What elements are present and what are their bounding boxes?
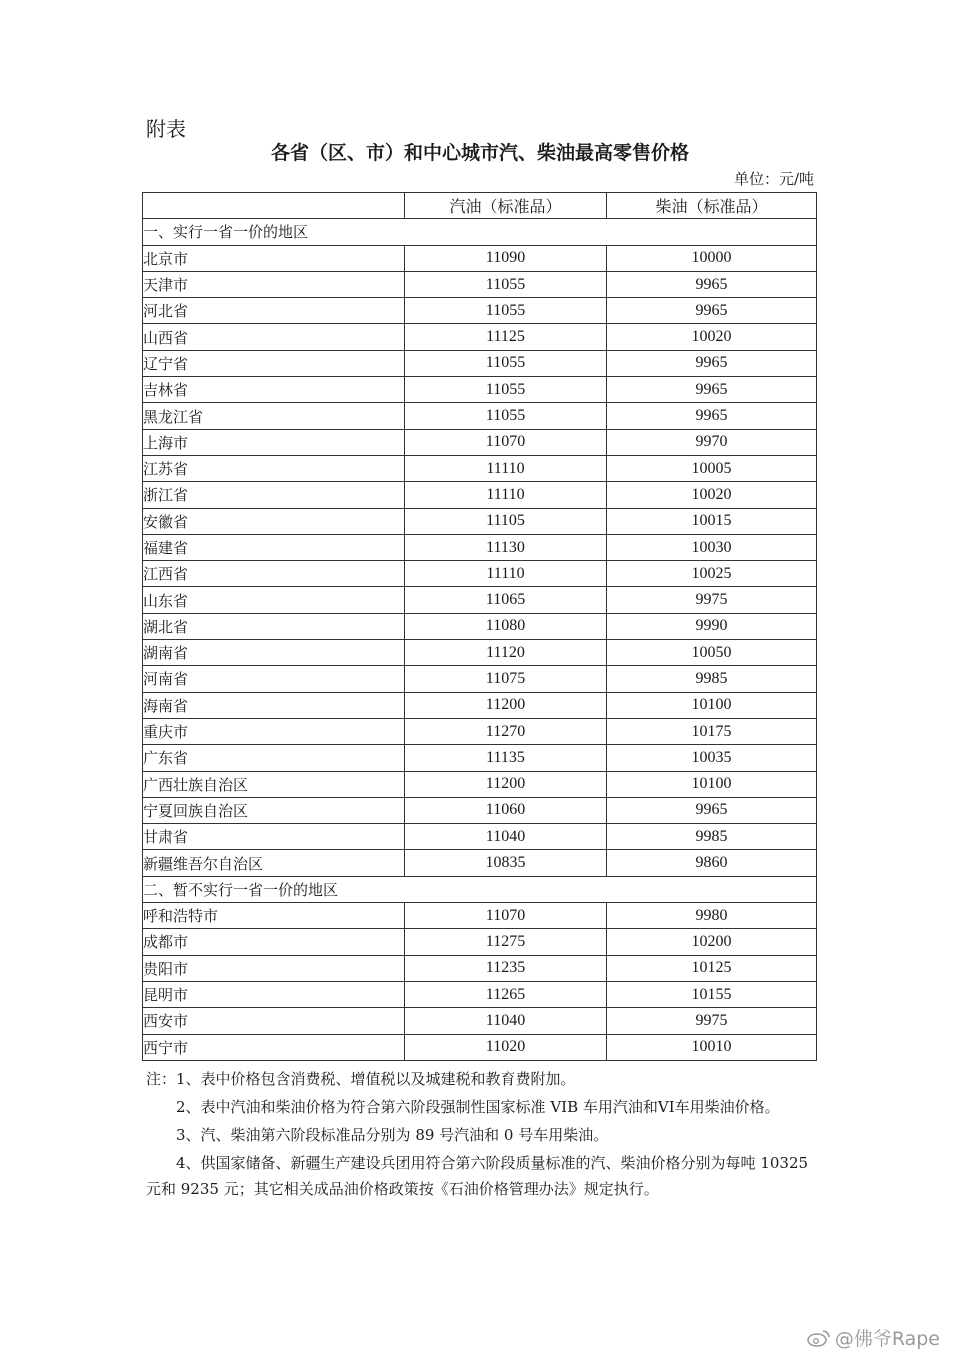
gasoline-price: 11055 <box>405 377 607 403</box>
diesel-price: 10005 <box>607 455 817 481</box>
diesel-price: 10175 <box>607 718 817 744</box>
table-row <box>143 429 817 455</box>
diesel-price: 9975 <box>607 1008 817 1034</box>
table-row <box>143 955 817 981</box>
section-label: 一、实行一省一价的地区 <box>143 219 817 245</box>
diesel-price: 9965 <box>607 271 817 297</box>
region-name: 重庆市 <box>143 718 405 744</box>
note-3: 3、汽、柴油第六阶段标准品分别为 89 号汽油和 0 号车用柴油。 <box>176 1126 609 1144</box>
region-name: 西安市 <box>143 1008 405 1034</box>
table-row <box>143 903 817 929</box>
table-row <box>143 666 817 692</box>
note-2: 2、表中汽油和柴油价格为符合第六阶段强制性国家标准 VIB 车用汽油和VI车用柴油价格。 <box>176 1098 780 1116</box>
table-row <box>143 1034 817 1060</box>
gasoline-price: 11070 <box>405 429 607 455</box>
notes <box>146 1066 818 1204</box>
diesel-price: 10020 <box>607 482 817 508</box>
region-name: 浙江省 <box>143 482 405 508</box>
gasoline-price: 11110 <box>405 455 607 481</box>
section-row <box>143 876 817 902</box>
table-row <box>143 692 817 718</box>
watermark <box>807 1324 940 1351</box>
gasoline-price: 11130 <box>405 534 607 560</box>
gasoline-price: 11110 <box>405 482 607 508</box>
region-name: 河南省 <box>143 666 405 692</box>
diesel-price: 9965 <box>607 403 817 429</box>
note-1: 注：1、表中价格包含消费税、增值税以及城建税和教育费附加。 <box>146 1070 576 1088</box>
gasoline-price: 11200 <box>405 692 607 718</box>
region-name: 宁夏回族自治区 <box>143 797 405 823</box>
watermark-text: @佛爷Rape <box>834 1328 940 1350</box>
gasoline-price: 11090 <box>405 245 607 271</box>
attachment-label: 附表 <box>146 117 186 141</box>
region-name: 湖北省 <box>143 613 405 639</box>
diesel-price: 9985 <box>607 824 817 850</box>
table-row <box>143 850 817 876</box>
region-name: 广东省 <box>143 745 405 771</box>
region-name: 山东省 <box>143 587 405 613</box>
region-name: 江苏省 <box>143 455 405 481</box>
gasoline-price: 11055 <box>405 298 607 324</box>
gasoline-price: 11040 <box>405 1008 607 1034</box>
table-row <box>143 561 817 587</box>
region-name: 北京市 <box>143 245 405 271</box>
table-row <box>143 298 817 324</box>
gasoline-price: 11270 <box>405 718 607 744</box>
region-name: 上海市 <box>143 429 405 455</box>
gasoline-price: 11055 <box>405 403 607 429</box>
region-name: 山西省 <box>143 324 405 350</box>
region-name: 湖南省 <box>143 640 405 666</box>
header-diesel: 柴油（标准品） <box>607 193 817 219</box>
diesel-price: 9975 <box>607 587 817 613</box>
region-name: 辽宁省 <box>143 350 405 376</box>
gasoline-price: 11040 <box>405 824 607 850</box>
region-name: 天津市 <box>143 271 405 297</box>
gasoline-price: 11265 <box>405 981 607 1007</box>
diesel-price: 10100 <box>607 692 817 718</box>
diesel-price: 10025 <box>607 561 817 587</box>
region-name: 广西壮族自治区 <box>143 771 405 797</box>
gasoline-price: 11055 <box>405 350 607 376</box>
table-row <box>143 534 817 560</box>
diesel-price: 10000 <box>607 245 817 271</box>
diesel-price: 10030 <box>607 534 817 560</box>
gasoline-price: 10835 <box>405 850 607 876</box>
diesel-price: 9965 <box>607 298 817 324</box>
gasoline-price: 11125 <box>405 324 607 350</box>
gasoline-price: 11055 <box>405 271 607 297</box>
region-name: 吉林省 <box>143 377 405 403</box>
table-row <box>143 508 817 534</box>
region-name: 昆明市 <box>143 981 405 1007</box>
diesel-price: 9970 <box>607 429 817 455</box>
gasoline-price: 11080 <box>405 613 607 639</box>
table-row <box>143 929 817 955</box>
table-row <box>143 1008 817 1034</box>
diesel-price: 9965 <box>607 797 817 823</box>
table-row <box>143 482 817 508</box>
region-name: 呼和浩特市 <box>143 903 405 929</box>
table-row <box>143 613 817 639</box>
gasoline-price: 11235 <box>405 955 607 981</box>
section-row <box>143 219 817 245</box>
gasoline-price: 11200 <box>405 771 607 797</box>
diesel-price: 10100 <box>607 771 817 797</box>
table-row <box>143 350 817 376</box>
region-name: 河北省 <box>143 298 405 324</box>
table-row <box>143 403 817 429</box>
table-row <box>143 640 817 666</box>
weibo-icon <box>807 1329 831 1347</box>
diesel-price: 10125 <box>607 955 817 981</box>
diesel-price: 10200 <box>607 929 817 955</box>
header-gasoline: 汽油（标准品） <box>405 193 607 219</box>
diesel-price: 10010 <box>607 1034 817 1060</box>
region-name: 西宁市 <box>143 1034 405 1060</box>
gasoline-price: 11135 <box>405 745 607 771</box>
table-row <box>143 455 817 481</box>
table-header-row <box>143 193 817 219</box>
note-4: 4、供国家储备、新疆生产建设兵团用符合第六阶段质量标准的汽、柴油价格分别为每吨 10325 元和 9235 元；其它相关成品油价格政策按《石油价格管理办法》规定执行。 <box>146 1154 809 1198</box>
region-name: 黑龙江省 <box>143 403 405 429</box>
diesel-price: 9965 <box>607 377 817 403</box>
region-name: 海南省 <box>143 692 405 718</box>
diesel-price: 9980 <box>607 903 817 929</box>
gasoline-price: 11120 <box>405 640 607 666</box>
table-row <box>143 981 817 1007</box>
table-row <box>143 718 817 744</box>
table-body <box>143 219 817 1061</box>
diesel-price: 10155 <box>607 981 817 1007</box>
region-name: 贵阳市 <box>143 955 405 981</box>
table-row <box>143 797 817 823</box>
gasoline-price: 11075 <box>405 666 607 692</box>
diesel-price: 10015 <box>607 508 817 534</box>
header-region <box>143 193 405 219</box>
price-table <box>142 192 817 1061</box>
diesel-price: 9965 <box>607 350 817 376</box>
diesel-price: 10020 <box>607 324 817 350</box>
gasoline-price: 11105 <box>405 508 607 534</box>
table-row <box>143 771 817 797</box>
region-name: 安徽省 <box>143 508 405 534</box>
table-row <box>143 324 817 350</box>
gasoline-price: 11060 <box>405 797 607 823</box>
section-label: 二、暂不实行一省一价的地区 <box>143 876 817 902</box>
table-row <box>143 245 817 271</box>
table-row <box>143 271 817 297</box>
table-row <box>143 824 817 850</box>
diesel-price: 9860 <box>607 850 817 876</box>
gasoline-price: 11020 <box>405 1034 607 1060</box>
region-name: 新疆维吾尔自治区 <box>143 850 405 876</box>
table-row <box>143 377 817 403</box>
document-title: 各省（区、市）和中心城市汽、柴油最高零售价格 <box>270 142 689 164</box>
unit-label: 单位：元/吨 <box>733 170 814 188</box>
diesel-price: 9985 <box>607 666 817 692</box>
diesel-price: 10050 <box>607 640 817 666</box>
gasoline-price: 11275 <box>405 929 607 955</box>
table-row <box>143 745 817 771</box>
gasoline-price: 11065 <box>405 587 607 613</box>
gasoline-price: 11110 <box>405 561 607 587</box>
diesel-price: 10035 <box>607 745 817 771</box>
region-name: 甘肃省 <box>143 824 405 850</box>
region-name: 江西省 <box>143 561 405 587</box>
table-row <box>143 587 817 613</box>
region-name: 福建省 <box>143 534 405 560</box>
diesel-price: 9990 <box>607 613 817 639</box>
region-name: 成都市 <box>143 929 405 955</box>
gasoline-price: 11070 <box>405 903 607 929</box>
